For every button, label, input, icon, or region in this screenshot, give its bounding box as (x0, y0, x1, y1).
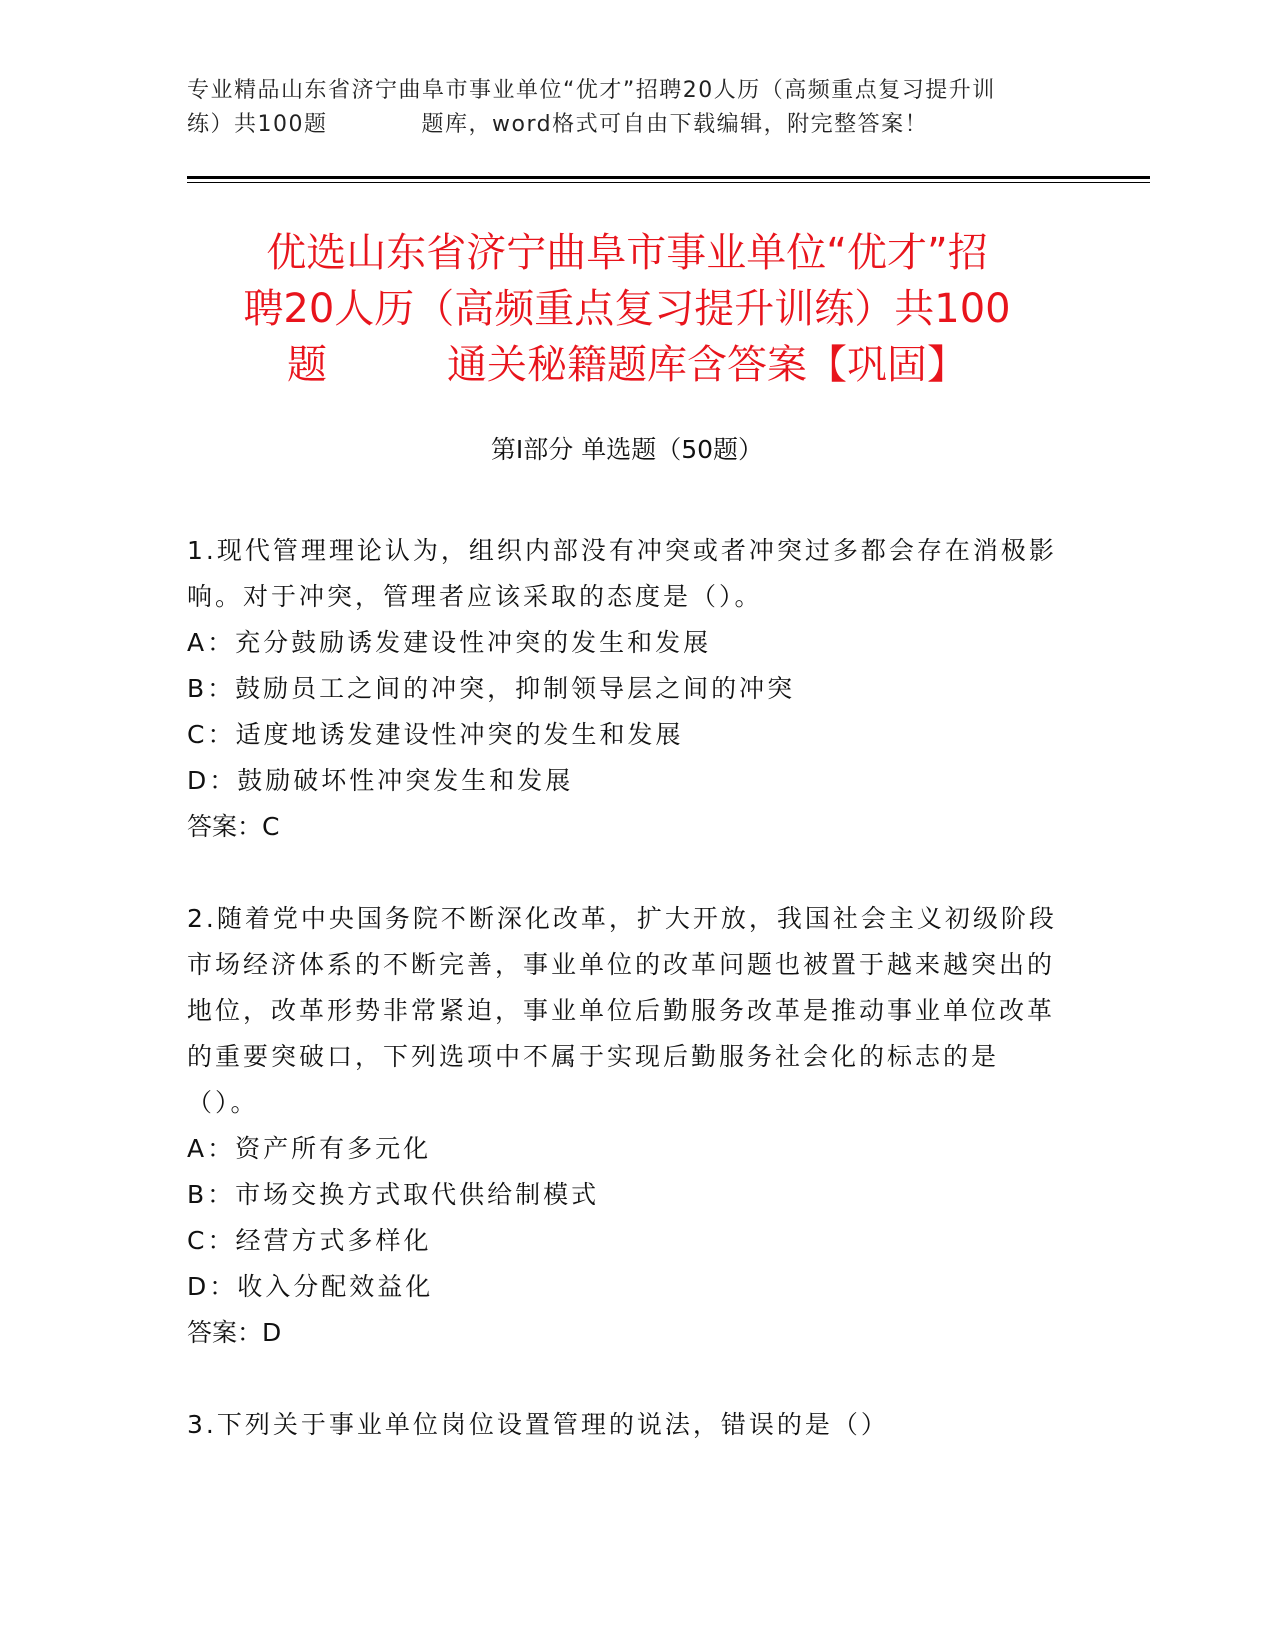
question-stem: 3.下列关于事业单位岗位设置管理的说法，错误的是（） (187, 1410, 889, 1439)
question-3 (187, 1402, 1067, 1448)
header-line-1: 专业精品山东省济宁曲阜市事业单位“优才”招聘20人历（高频重点复习提升训 (187, 78, 996, 103)
option-a: A：充分鼓励诱发建设性冲突的发生和发展 (187, 628, 712, 657)
header-rule-thin (187, 182, 1150, 183)
option-c: C：适度地诱发建设性冲突的发生和发展 (187, 720, 684, 749)
document-title (187, 225, 1067, 393)
question-spacer (187, 850, 1067, 896)
question-1 (187, 528, 1067, 850)
option-b: B：鼓励员工之间的冲突，抑制领导层之间的冲突 (187, 674, 796, 703)
option-a: A：资产所有多元化 (187, 1134, 432, 1163)
section-title: 第Ⅰ部分 单选题（50题） (490, 435, 764, 464)
option-b: B：市场交换方式取代供给制模式 (187, 1180, 600, 1209)
option-d: D：收入分配效益化 (187, 1272, 434, 1301)
question-2 (187, 896, 1067, 1356)
option-d: D：鼓励破坏性冲突发生和发展 (187, 766, 574, 795)
header-line-2: 练）共100题 题库，word格式可自由下载编辑，附完整答案！ (187, 112, 929, 137)
title-line-2: 聘20人历（高频重点复习提升训练）共100 (243, 286, 1011, 332)
title-line-3: 题 通关秘籍题库含答案【巩固】 (287, 342, 967, 388)
question-spacer (187, 1356, 1067, 1402)
header-rule-thick (187, 176, 1150, 179)
answer: 答案：D (187, 1318, 282, 1347)
option-c: C：经营方式多样化 (187, 1226, 432, 1255)
question-stem: 2.随着党中央国务院不断深化改革，扩大开放，我国社会主义初级阶段市场经济体系的不断完善，事业单位的改革问题也被置于越来越突出的地位，改革形势非常紧迫，事业单位后勤服务改革是推动事业单位改革的重要突破口，下列选项中不属于实现后勤服务社会化的标志的是（）。 (187, 904, 1057, 1117)
question-stem: 1.现代管理理论认为，组织内部没有冲突或者冲突过多都会存在消极影响。对于冲突，管理者应该采取的态度是（）。 (187, 536, 1057, 611)
page-header (187, 74, 1067, 142)
answer: 答案：C (187, 812, 280, 841)
question-list (187, 528, 1067, 1448)
title-line-1: 优选山东省济宁曲阜市事业单位“优才”招 (266, 230, 988, 276)
